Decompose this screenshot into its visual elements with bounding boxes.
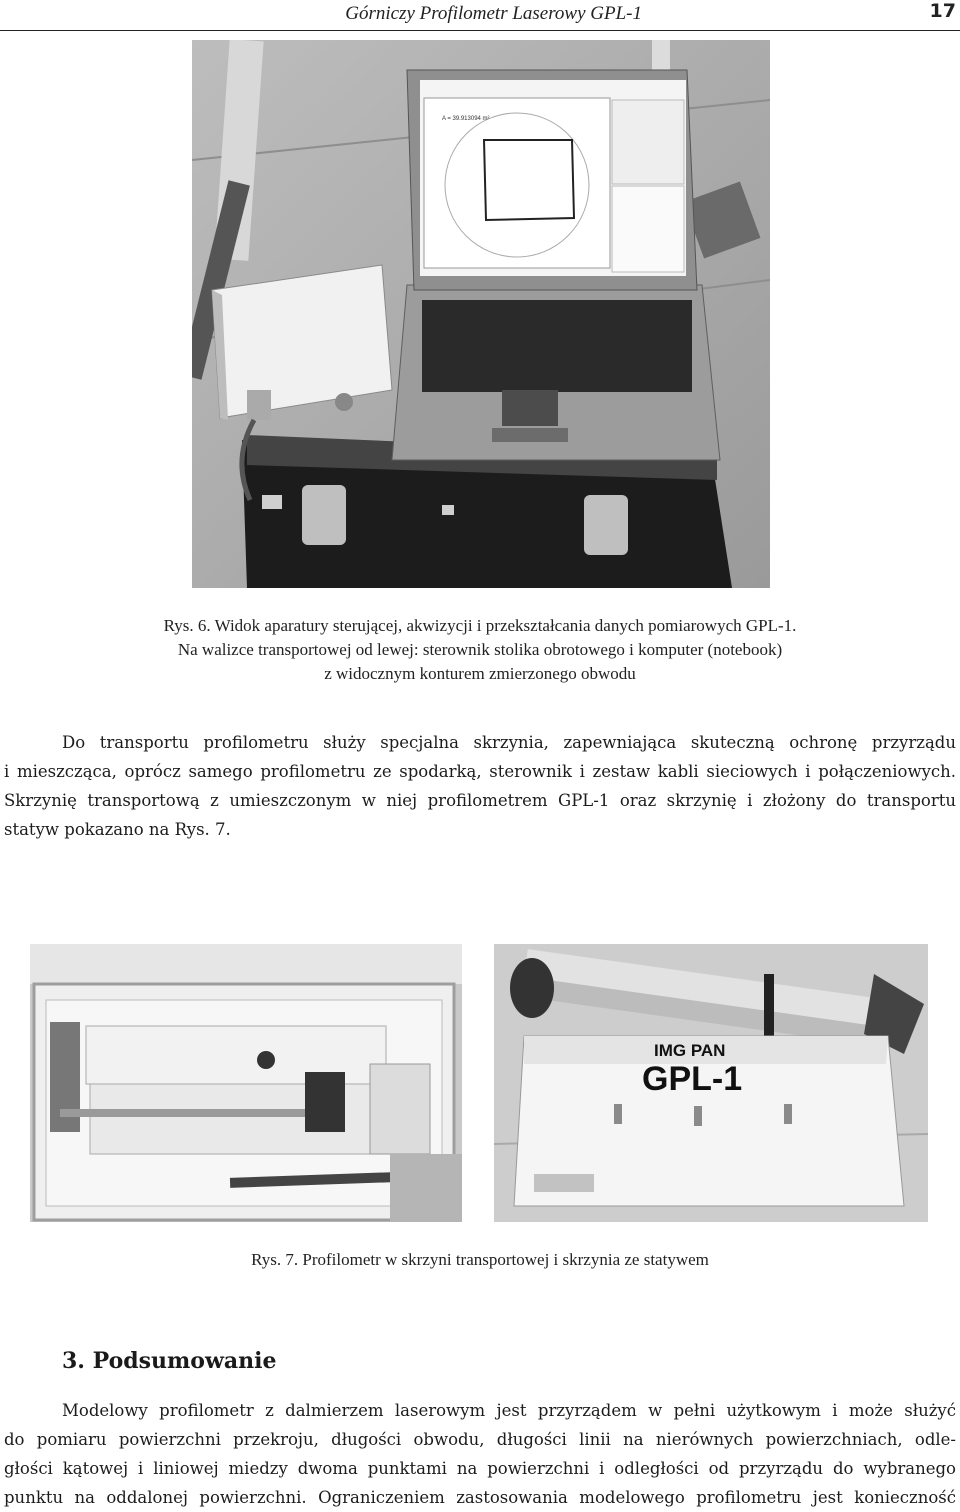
paragraph-line: głości kątowej i liniowej miedzy dwoma punktami na powierzchni i odległości od przyrządu do wybranego bbox=[4, 1459, 956, 1478]
paragraph-line: do pomiaru powierzchni przekroju, długości obwodu, długości linii na nierównych powierzchniach, odle- bbox=[4, 1430, 956, 1449]
box-label-small: IMG PAN bbox=[654, 1041, 726, 1060]
figure-6-photo bbox=[192, 40, 770, 588]
figure-6-caption bbox=[0, 614, 960, 686]
figure-7-caption: Rys. 7. Profilometr w skrzyni transportowej i skrzynia ze statywem bbox=[251, 1250, 709, 1269]
figure-6-caption-line: z widocznym konturem zmierzonego obwodu bbox=[324, 664, 636, 683]
paragraph-line: Modelowy profilometr z dalmierzem laserowym jest przyrządem w pełni użytkowym i może służyć bbox=[62, 1401, 956, 1420]
running-title: Górniczy Profilometr Laserowy GPL-1 bbox=[345, 3, 642, 24]
figure-6-caption-line: Rys. 6. Widok aparatury sterującej, akwizycji i przekształcania danych pomiarowych GPL-1. bbox=[163, 616, 797, 635]
paragraph-summary bbox=[4, 1396, 956, 1512]
figure-6-caption-line: Na walizce transportowej od lewej: sterownik stolika obrotowego i komputer (notebook) bbox=[177, 640, 783, 659]
paragraph-line: punktu na oddalonej powierzchni. Ograniczeniem zastosowania modelowego profilometru jest konieczność bbox=[4, 1488, 956, 1507]
paragraph-line: Skrzynię transportową z umieszczonym w niej profilometrem GPL-1 oraz skrzynię i złożony do transportu bbox=[4, 791, 956, 810]
section-heading: 3. Podsumowanie bbox=[62, 1348, 277, 1374]
paragraph-transport bbox=[4, 728, 956, 844]
paragraph-line: Do transportu profilometru służy specjalna skrzynia, zapewniająca skuteczną ochronę przyrządu bbox=[62, 733, 956, 752]
screen-readout: A = 39.913094 m² bbox=[442, 116, 490, 122]
figure-7-open-box-photo bbox=[30, 944, 462, 1222]
paragraph-line: i mieszcząca, oprócz samego profilometru ze spodarką, sterownik i zestaw kabli sieciowych i połączeniowych. bbox=[4, 762, 956, 781]
header-rule bbox=[0, 30, 960, 31]
figure-7-closed-box-photo bbox=[494, 944, 928, 1222]
page-number: 17 bbox=[929, 0, 956, 22]
page-header bbox=[0, 0, 960, 30]
paragraph-line: statyw pokazano na Rys. 7. bbox=[4, 820, 231, 839]
box-label-large: GPL-1 bbox=[642, 1060, 743, 1098]
